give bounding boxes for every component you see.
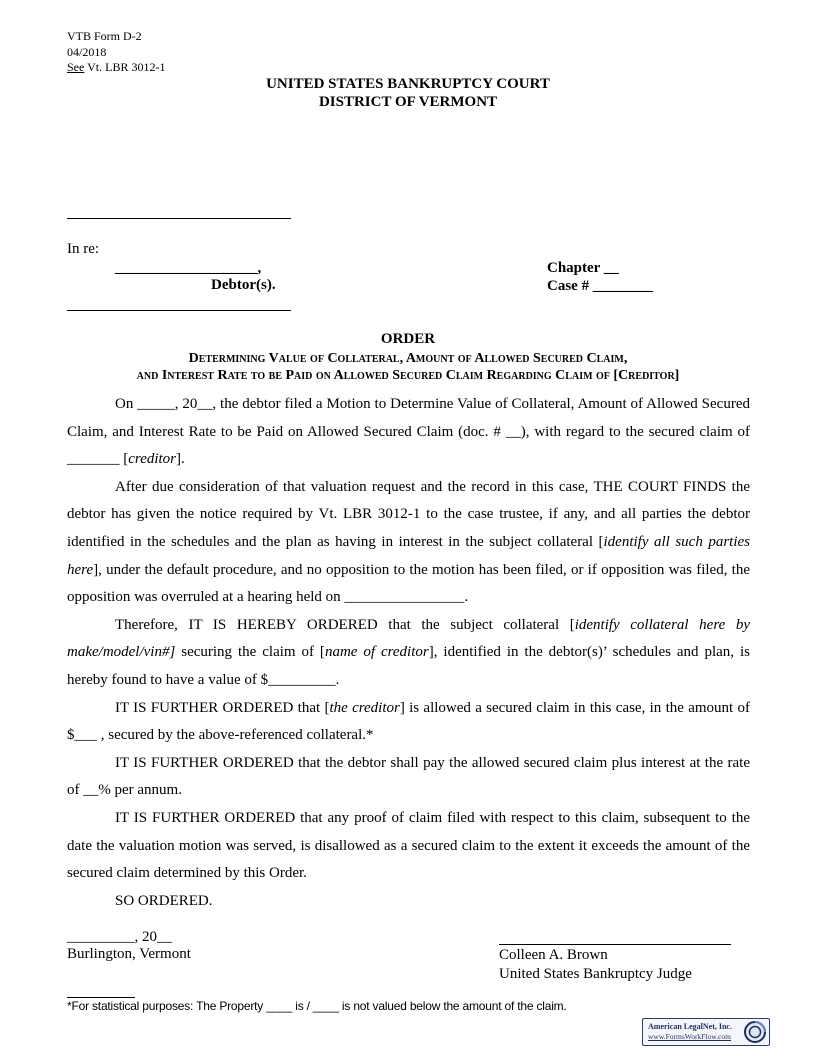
- p4-text-c: ] is allowed a secured claim in this case, in the amount of $___ , secured by the above-referenced collateral.*: [67, 699, 750, 744]
- order-title: ORDER: [380, 331, 436, 347]
- court-header: [0, 75, 816, 111]
- see-reference: Vt. LBR 3012-1: [84, 60, 166, 74]
- caption-bottom-rule: [67, 310, 291, 311]
- subtitle-line-2: and Interest Rate to be Paid on Allowed Secured Claim Regarding Claim of [Creditor]: [136, 368, 680, 383]
- signature-date: _________, 20__: [67, 929, 172, 945]
- logo-company: American LegalNet, Inc.: [648, 1022, 732, 1031]
- form-id: VTB Form D-2: [67, 29, 142, 43]
- order-body: [67, 391, 750, 915]
- court-district: DISTRICT OF VERMONT: [318, 94, 498, 110]
- debtor-label: Debtor(s).: [211, 277, 276, 293]
- p3-text-e: ], identified in the debtor(s)’ schedules and plan, is hereby found to have a value of $_________.: [67, 644, 750, 688]
- chapter-field: Chapter __: [547, 260, 619, 276]
- judge-block: [499, 946, 692, 984]
- subtitle-line-1: Determining Value of Collateral, Amount of Allowed Secured Claim,: [188, 351, 628, 366]
- see-prefix: See: [67, 60, 85, 74]
- signature-rule: [499, 944, 731, 945]
- p1-text-a: On _____, 20__, the debtor filed a Motion to Determine Value of Collateral, Amount of Allowed Secured Claim, and Interest Rate to be Paid on Allowed Secured Claim (doc. # __), with regard to the secured claim of _______ [: [67, 396, 750, 468]
- paragraph-findings: [67, 474, 750, 612]
- court-name: UNITED STATES BANKRUPTCY COURT: [266, 76, 550, 92]
- paragraph-interest: IT IS FURTHER ORDERED that the debtor shall pay the allowed secured claim plus interest at the rate of __% per annum.: [67, 754, 750, 799]
- judge-name: Colleen A. Brown: [499, 947, 608, 963]
- p1-text-c: ].: [176, 451, 185, 468]
- p4-text-a: IT IS FURTHER ORDERED that [: [115, 699, 330, 716]
- globe-icon: [743, 1020, 767, 1044]
- p3-collateral: identify collateral here by make/model/vin#]: [67, 616, 751, 661]
- form-date: 04/2018: [67, 44, 107, 59]
- debtor-blank: ___________________,: [115, 260, 262, 276]
- p2-text-a: After due consideration of that valuation request and the record in this case, THE COURT FINDS the debtor has given the notice required by Vt. LBR 3012-1 to the case trustee, if any, and all parties the debtor identified in the schedules and the plan as having in interest in the subject collateral [: [67, 478, 750, 550]
- form-meta: [67, 29, 165, 76]
- p3-text-a: Therefore, IT IS HEREBY ORDERED that the subject collateral [: [115, 616, 575, 633]
- p3-text-c: securing the claim of [: [175, 644, 325, 661]
- caption-top-rule: [67, 218, 291, 219]
- order-subtitle: [0, 350, 816, 384]
- in-re-label: In re:: [67, 241, 100, 257]
- signature-city: Burlington, Vermont: [67, 946, 191, 962]
- p1-creditor: creditor: [128, 451, 177, 468]
- logo-url[interactable]: www.FormsWorkFlow.com: [648, 1032, 732, 1041]
- footnote: *For statistical purposes: The Property ____ is / ____ is not valued below the amount of the claim.: [67, 999, 567, 1013]
- publisher-logo[interactable]: [642, 1018, 770, 1046]
- case-number-field: Case # ________: [547, 278, 653, 294]
- judge-title: United States Bankruptcy Judge: [499, 966, 692, 982]
- paragraph-proof-of-claim: IT IS FURTHER ORDERED that any proof of claim filed with respect to this claim, subsequent to the date the valuation motion was served, is disallowed as a secured claim to the extent it exceeds the amount of the secured claim determined by this Order.: [67, 809, 750, 882]
- paragraph-allowed-claim: [67, 695, 750, 750]
- form-reference: [67, 60, 165, 76]
- paragraph-motion: [67, 391, 750, 474]
- footnote-rule: [67, 997, 135, 998]
- p2-text-c: ], under the default procedure, and no opposition to the motion has been filed, or if opposition was filed, the opposition was overruled at a hearing held on ________________.: [67, 561, 750, 606]
- case-info: [547, 259, 653, 295]
- p2-parties: identify all such parties here: [67, 533, 750, 578]
- p4-creditor: the creditor: [329, 699, 400, 716]
- paragraph-so-ordered: SO ORDERED.: [115, 892, 213, 909]
- p3-creditor-name: name of creditor: [324, 644, 429, 661]
- paragraph-value: [67, 612, 750, 695]
